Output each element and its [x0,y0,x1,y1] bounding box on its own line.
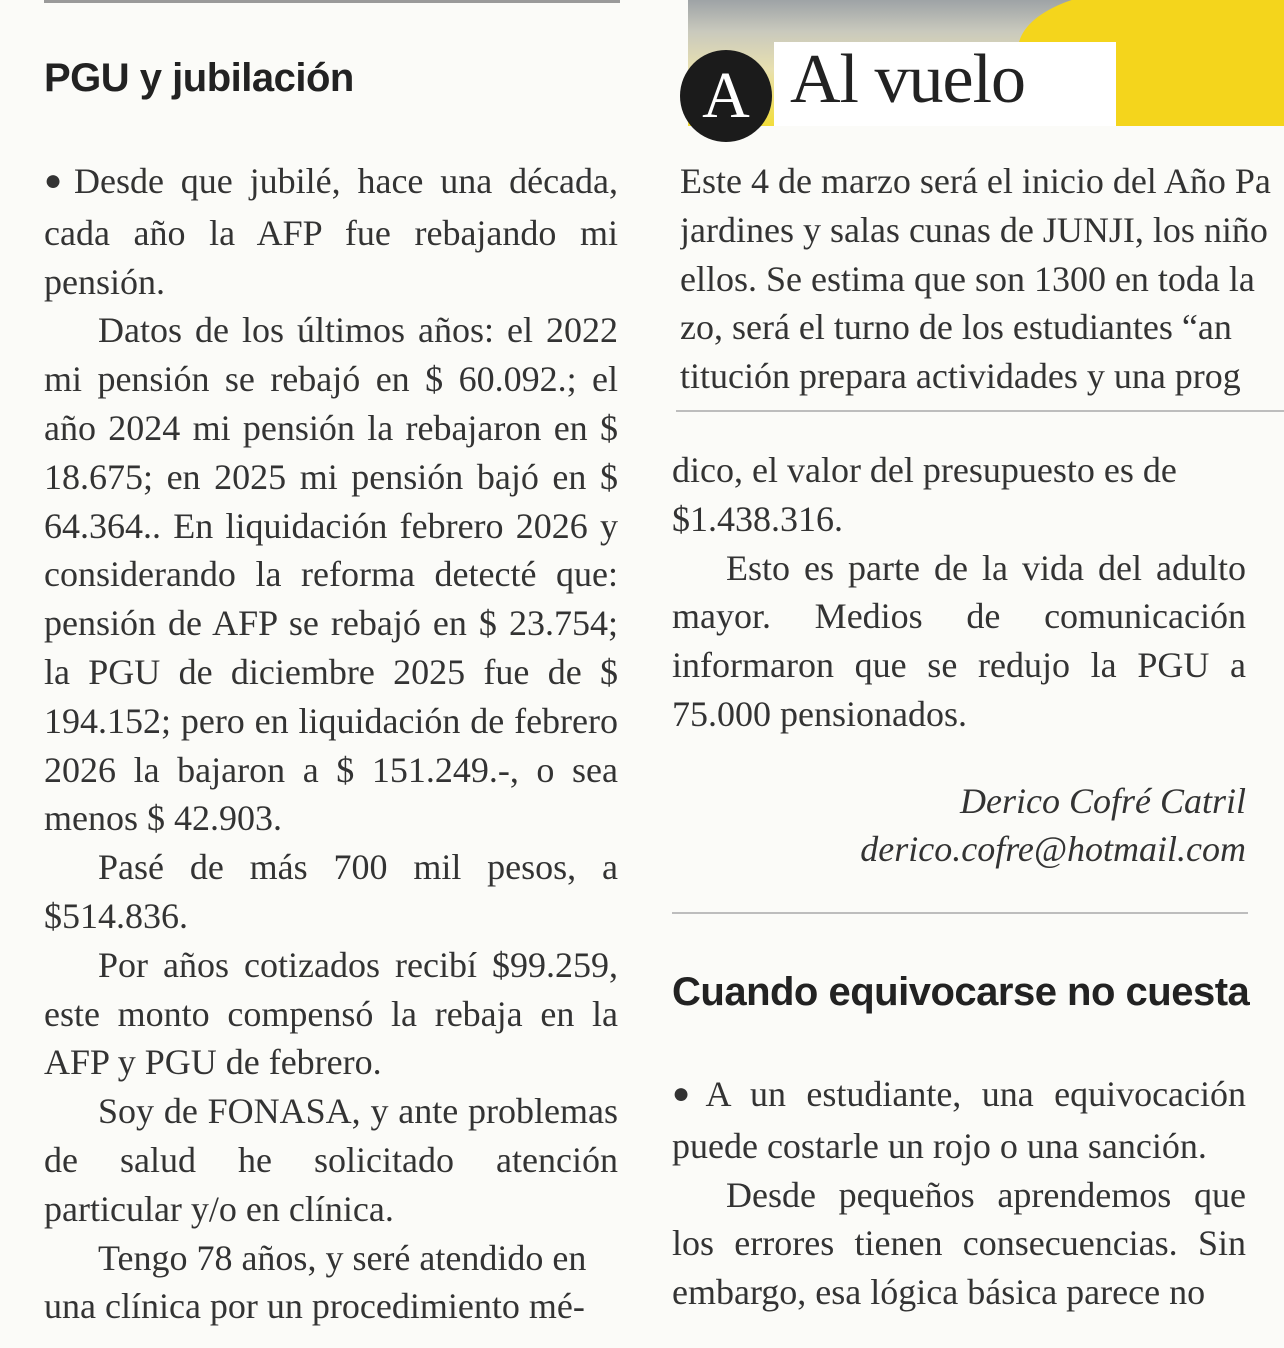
paragraph-text: Desde que jubilé, hace una década, cada año la AFP fue rebajando mi pensión. [44,161,618,302]
top-rule-left [44,0,620,3]
divider-rule [672,912,1248,914]
al-vuelo-line: zo, será el turno de los estudiantes “an [680,307,1232,348]
signature-email: derico.cofre@hotmail.com [860,829,1246,869]
paragraph-text: A un estudiante, una equivocación puede costarle un rojo o una sanción. [672,1074,1247,1166]
paragraph: Datos de los últimos años: el 2022 mi pensión se rebajó en $ 60.092.; el año 2024 mi pensión la rebajaron en $ 18.675; en 2025 mi pensión bajó en $ 64.364.. En liquidación febrero 2026 y considerando la reforma detecté que: pensión de AFP se rebajó en $ 23.754; la PGU de diciembre 2025 fue de $ 194.152; pero en liquidación de febrero 2026 la bajaron a $ 151.249.-, o sea menos $ 42.903. [44,310,618,839]
paragraph: Desde pequeños aprendemos que los errores tienen consecuencias. Sin embargo, esa lógica básica parece no [672,1174,1246,1313]
paragraph [672,1070,1246,1171]
al-vuelo-line: ellos. Se estima que son 1300 en toda la [680,258,1255,299]
al-vuelo-line: titución prepara actividades y una prog [680,356,1241,397]
section-title: Al vuelo [790,41,1026,118]
paragraph: Por años cotizados recibí $99.259, este monto compensó la rebaja en la AFP y PGU de febrero. [44,944,618,1083]
divider-rule [676,410,1284,412]
letter-body-pgu [44,157,618,1331]
paragraph: Tengo 78 años, y seré atendido en una clínica por un procedimiento mé- [44,1237,587,1327]
paragraph: Pasé de más 700 mil pesos, a $514.836. [44,847,618,936]
section-badge-icon: A [680,50,772,142]
bullet-icon: ● [672,1077,702,1110]
letter-continuation [672,446,1246,739]
al-vuelo-text [680,157,1284,401]
paragraph: Soy de FONASA, y ante problemas de salud he solicitado atención particular y/o en clínica. [44,1091,618,1229]
letter-body-equivocarse [672,1070,1246,1317]
paragraph: Esto es parte de la vida del adulto mayor. Medios de comunicación informaron que se redujo la PGU a 75.000 pensionados. [672,547,1246,734]
paragraph: dico, el valor del presupuesto es de $1.438.316. [672,450,1177,539]
paragraph [44,157,618,306]
letter-title-equivocarse: Cuando equivocarse no cuesta [672,970,1250,1014]
al-vuelo-line: jardines y salas cunas de JUNJI, los niño [680,209,1268,250]
al-vuelo-line: Este 4 de marzo será el inicio del Año Pa [680,161,1271,201]
bullet-icon: ● [44,164,70,197]
letter-title-pgu: PGU y jubilación [44,56,354,100]
signature-name: Derico Cofré Catril [960,781,1246,821]
